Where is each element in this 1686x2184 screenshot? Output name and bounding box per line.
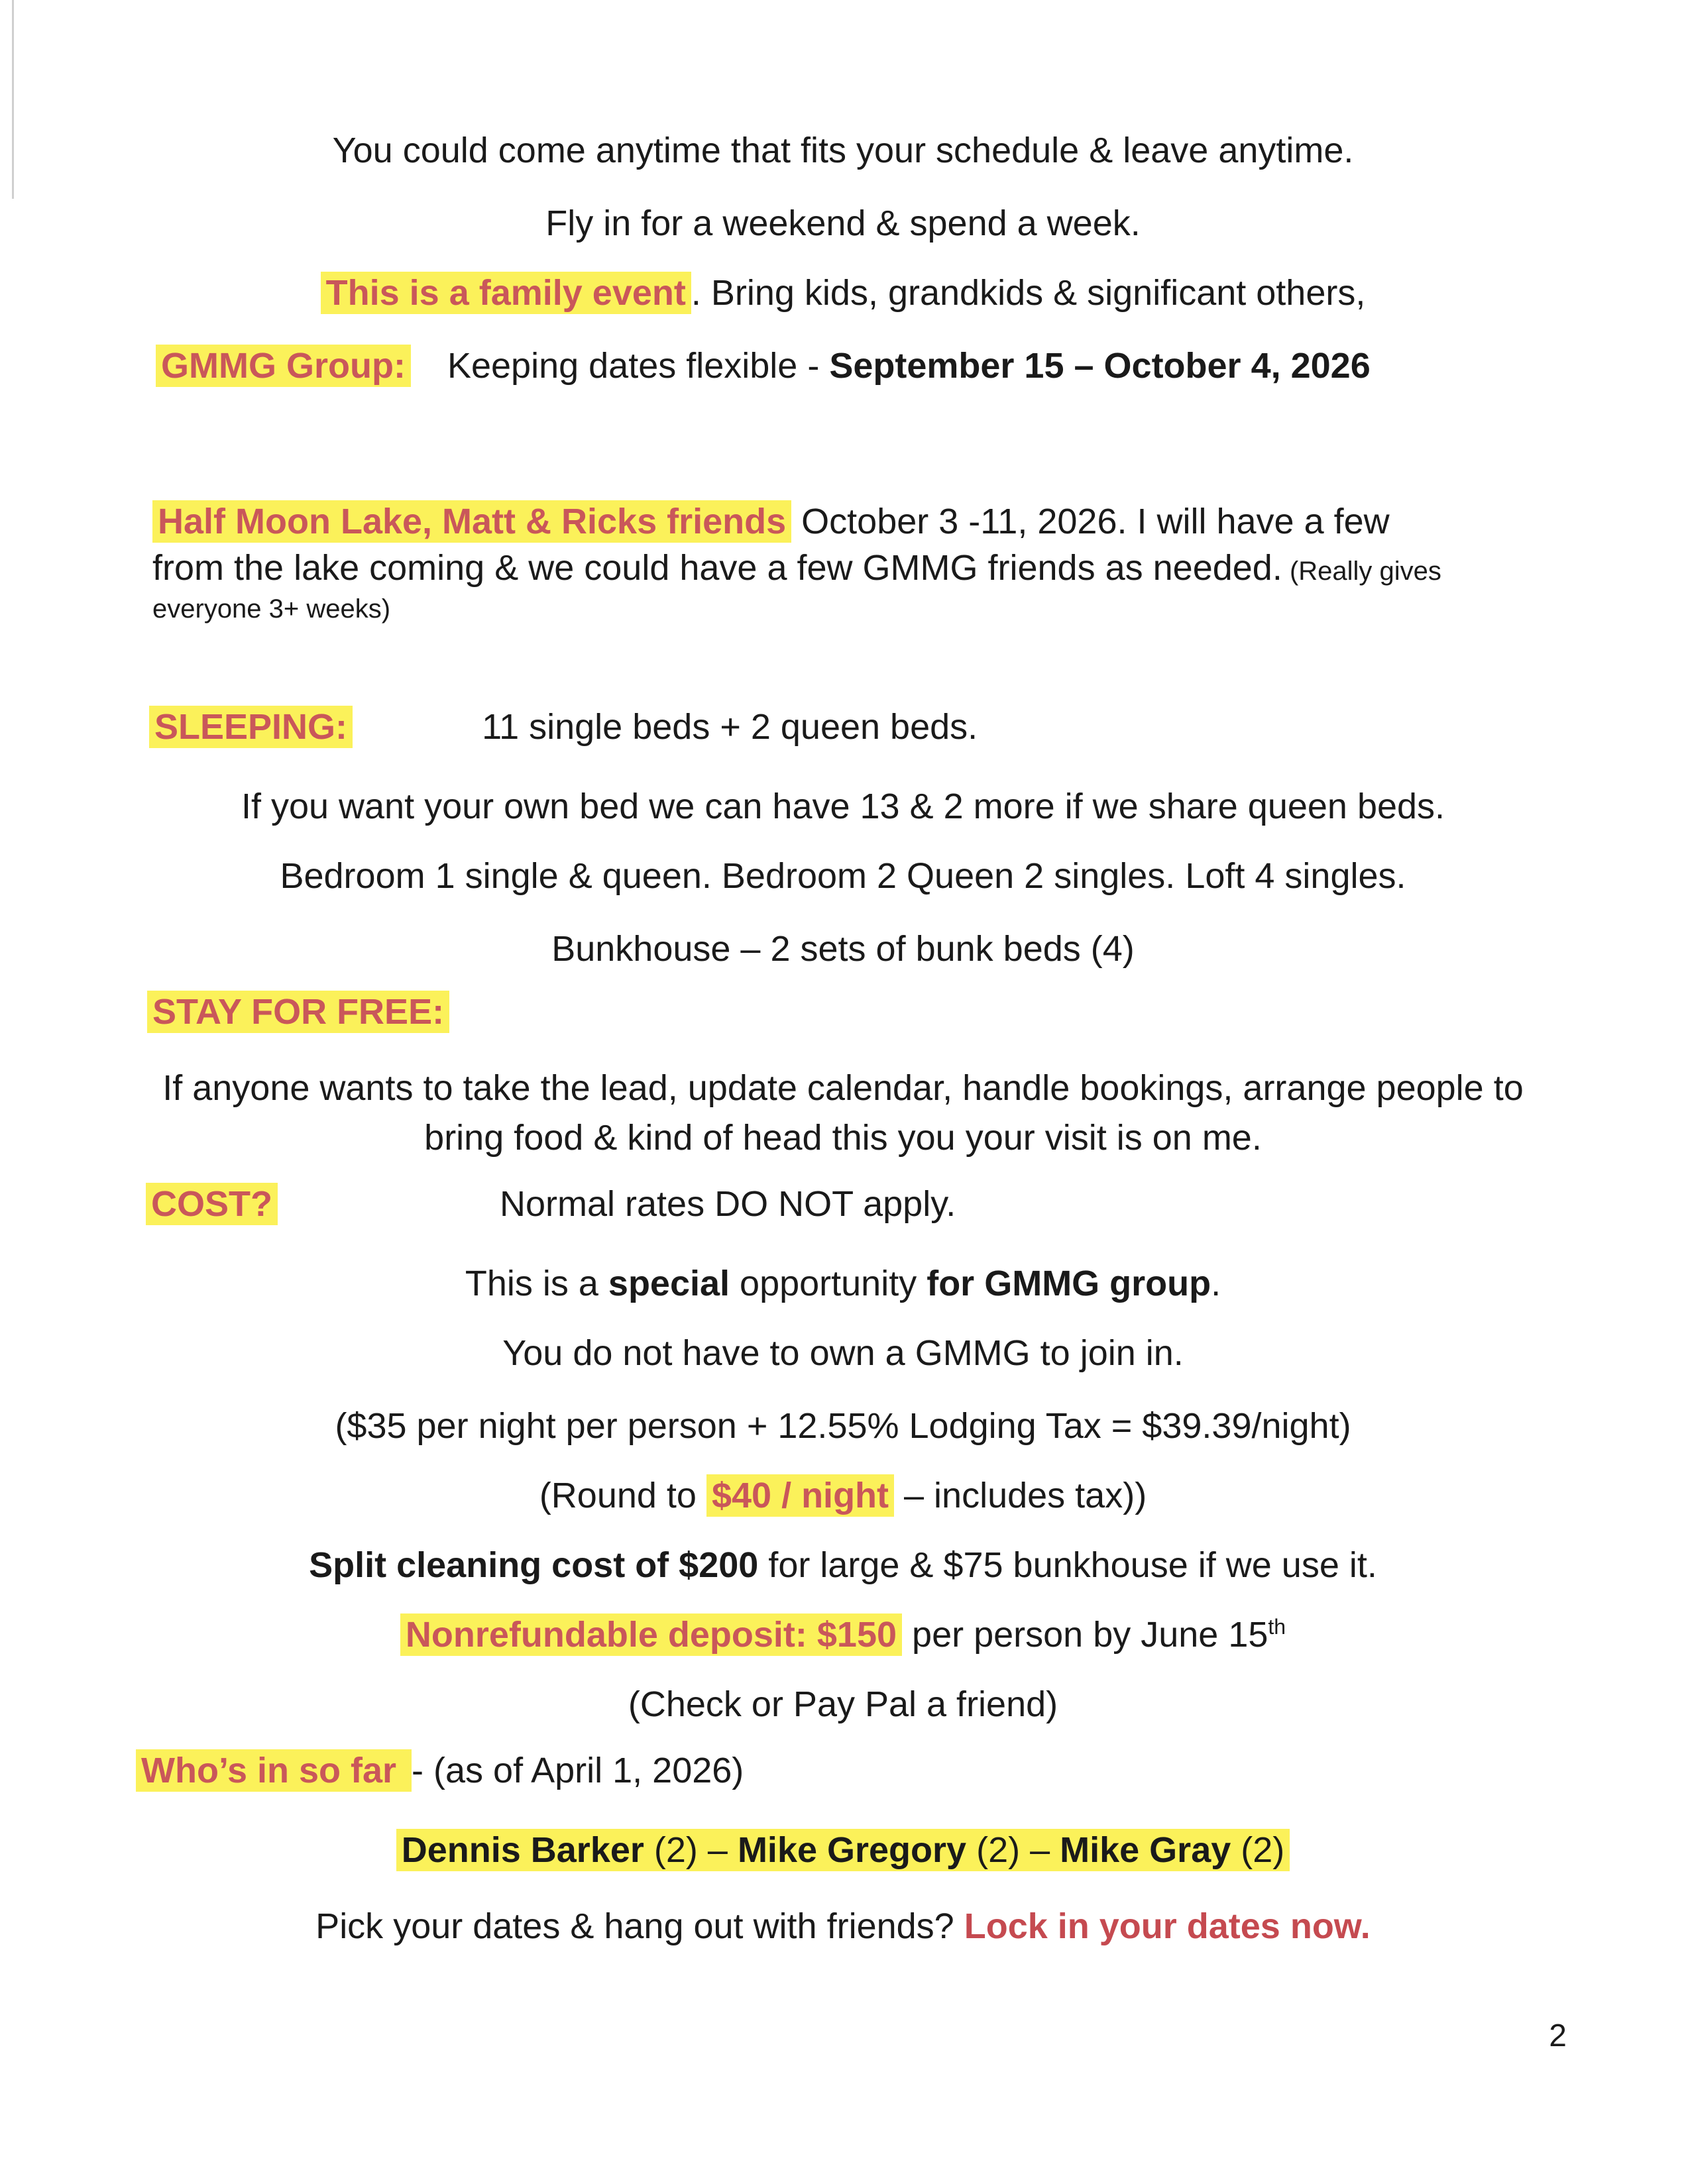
sleeping-line-3: Bedroom 1 single & queen. Bedroom 2 Queen 2 singles. Loft 4 singles. (280, 856, 1406, 896)
payment-line: (Check or Pay Pal a friend) (628, 1684, 1058, 1724)
sleeping-line-4: Bunkhouse – 2 sets of bunk beds (4) (551, 929, 1135, 969)
cost-5-a: (Round to (539, 1476, 706, 1515)
sleeping-line (149, 706, 978, 749)
names-line (0, 1829, 1686, 1872)
cleaning-cost: Split cleaning cost of $200 (309, 1545, 759, 1585)
deposit-line (0, 1613, 1686, 1657)
cost-2-a: This is a (465, 1264, 608, 1303)
stay-free-line-2: bring food & kind of head this you your visit is on me. (424, 1118, 1262, 1158)
gmmg-group-text: Keeping dates flexible - (447, 346, 830, 386)
sleeping-line-2: If you want your own bed we can have 13 & 2 more if we share queen beds. (241, 787, 1445, 826)
cost-line-2 (0, 1262, 1686, 1305)
cost-line-3: You do not have to own a GMMG to join in. (502, 1333, 1184, 1373)
half-moon-note: (Really gives (1282, 557, 1441, 586)
whos-in-line (136, 1749, 744, 1792)
gmmg-group-line (156, 345, 1371, 388)
stay-free-highlight: STAY FOR FREE: (147, 991, 449, 1033)
sleeping-highlight: SLEEPING: (149, 706, 353, 748)
deposit-highlight: Nonrefundable deposit: $150 (400, 1613, 902, 1656)
intro-line-2: Fly in for a weekend & spend a week. (545, 203, 1141, 243)
closing-text: Pick your dates & hang out with friends? (315, 1906, 964, 1946)
name-1-count: (2) – (644, 1830, 738, 1870)
family-event-highlight: This is a family event (321, 272, 691, 314)
gmmg-group-dates: September 15 – October 4, 2026 (829, 346, 1371, 386)
whos-in-date: - (as of April 1, 2026) (412, 1751, 744, 1790)
half-moon-text-2: from the lake coming & we could have a few GMMG friends as needed. (152, 548, 1282, 588)
closing-line (0, 1905, 1686, 1948)
cost-2-special: special (608, 1264, 730, 1303)
half-moon-note-2: everyone 3+ weeks) (152, 594, 391, 624)
name-dennis-barker: Dennis Barker (401, 1830, 644, 1870)
half-moon-text: October 3 -11, 2026. I will have a few (791, 502, 1390, 541)
name-3-count: (2) (1231, 1830, 1285, 1870)
family-event-line (0, 272, 1686, 315)
cost-text: Normal rates DO NOT apply. (500, 1184, 956, 1224)
cost-2-group: for GMMG group (927, 1264, 1211, 1303)
cost-2-e: . (1211, 1264, 1221, 1303)
cost-line (146, 1183, 956, 1226)
closing-call-to-action: Lock in your dates now. (964, 1906, 1371, 1946)
gmmg-group-highlight: GMMG Group: (156, 345, 411, 387)
cleaning-line (0, 1544, 1686, 1587)
sleeping-text: 11 single beds + 2 queen beds. (482, 707, 978, 747)
half-moon-highlight: Half Moon Lake, Matt & Ricks friends (152, 500, 791, 543)
cleaning-rest: for large & $75 bunkhouse if we use it. (758, 1545, 1377, 1585)
whos-in-highlight: Who’s in so far (136, 1749, 412, 1792)
half-moon-line (152, 500, 1390, 543)
half-moon-line-2 (152, 547, 1441, 590)
page-number: 2 (1549, 2018, 1567, 2053)
cost-highlight: COST? (146, 1183, 278, 1225)
cost-line-5 (0, 1474, 1686, 1517)
names-highlight (396, 1829, 1290, 1871)
deposit-rest: per person by June 15 (902, 1615, 1268, 1655)
family-event-text: . Bring kids, grandkids & significant others, (691, 273, 1366, 313)
name-mike-gray: Mike Gray (1060, 1830, 1231, 1870)
stay-free-heading (147, 991, 449, 1034)
cost-line-4: ($35 per night per person + 12.55% Lodging Tax = $39.39/night) (335, 1406, 1351, 1446)
name-2-count: (2) – (966, 1830, 1060, 1870)
intro-line-1: You could come anytime that fits your schedule & leave anytime. (332, 131, 1354, 170)
round-price-highlight: $40 / night (706, 1474, 894, 1517)
name-mike-gregory: Mike Gregory (737, 1830, 967, 1870)
deposit-sup: th (1268, 1615, 1286, 1639)
stay-free-line-1: If anyone wants to take the lead, update calendar, handle bookings, arrange people to (162, 1068, 1524, 1108)
cost-5-b: – includes tax)) (894, 1476, 1147, 1515)
cost-2-c: opportunity (730, 1264, 927, 1303)
